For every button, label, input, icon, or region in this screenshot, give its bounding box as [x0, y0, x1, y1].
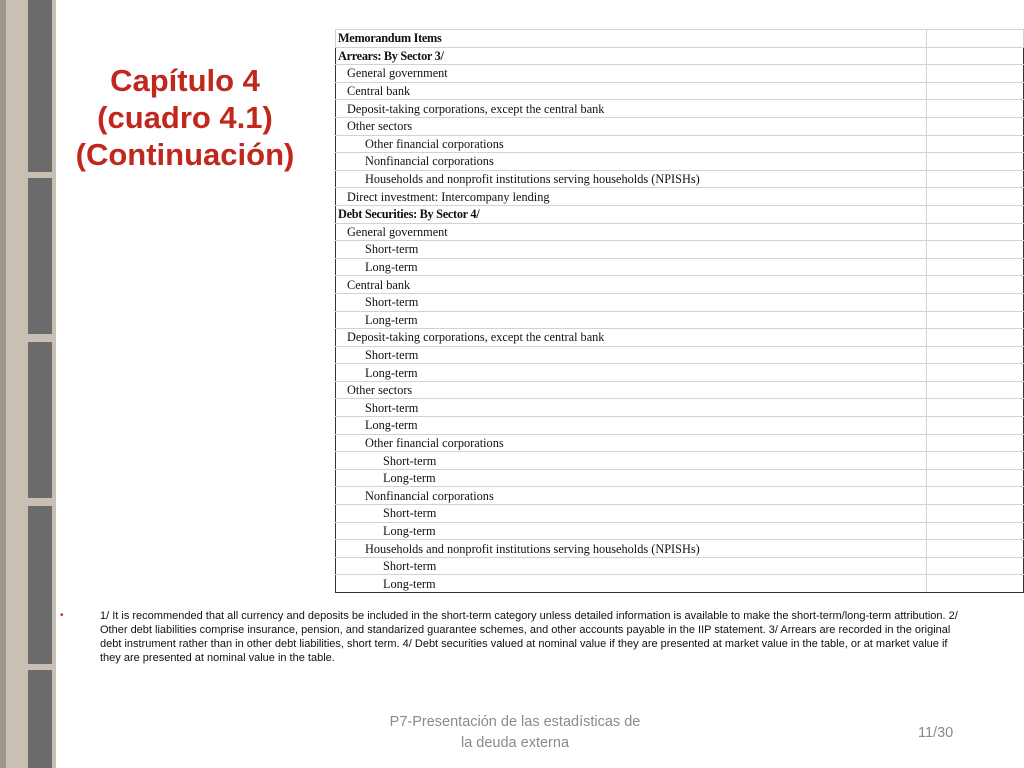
strip-segment — [28, 178, 52, 334]
row-value — [926, 258, 1023, 276]
row-value — [926, 223, 1023, 241]
table-row — [336, 82, 1024, 100]
row-value — [926, 540, 1023, 558]
row-label: Long-term — [336, 311, 927, 329]
table-row — [336, 522, 1024, 540]
title-line: (cuadro 4.1) — [97, 100, 273, 135]
memorandum-items-table — [335, 29, 1024, 593]
row-value — [926, 205, 1023, 223]
row-label: Households and nonprofit institutions serving households (NPISHs) — [336, 170, 927, 188]
slide-footer — [360, 712, 670, 754]
slide-title — [60, 62, 310, 173]
row-label: Deposit-taking corporations, except the central bank — [336, 100, 927, 118]
row-label: Long-term — [336, 417, 927, 435]
table-row — [336, 346, 1024, 364]
table-row — [336, 452, 1024, 470]
row-label: Deposit-taking corporations, except the central bank — [336, 329, 927, 347]
row-value — [926, 170, 1023, 188]
row-label: Central bank — [336, 276, 927, 294]
row-value — [926, 434, 1023, 452]
row-value — [926, 135, 1023, 153]
table-row — [336, 364, 1024, 382]
table-row — [336, 241, 1024, 259]
row-label: Short-term — [336, 346, 927, 364]
row-label: Other sectors — [336, 381, 927, 399]
row-label: Other financial corporations — [336, 434, 927, 452]
row-label: Long-term — [336, 575, 927, 593]
table-row — [336, 381, 1024, 399]
row-value — [926, 505, 1023, 523]
row-label: Debt Securities: By Sector 4/ — [336, 205, 927, 223]
row-label: Households and nonprofit institutions serving households (NPISHs) — [336, 540, 927, 558]
page-number: 11/30 — [918, 725, 954, 741]
row-value — [926, 487, 1023, 505]
row-value — [926, 153, 1023, 171]
strip-segment — [28, 0, 52, 172]
footer-line: P7-Presentación de las estadísticas de — [389, 714, 641, 730]
left-decorative-strip — [0, 0, 56, 768]
table-row — [336, 153, 1024, 171]
row-value — [926, 100, 1023, 118]
row-label: Short-term — [336, 557, 927, 575]
row-value — [926, 522, 1023, 540]
row-label: Long-term — [336, 522, 927, 540]
row-value — [926, 557, 1023, 575]
row-label: Direct investment: Intercompany lending — [336, 188, 927, 206]
table-row — [336, 170, 1024, 188]
table-body — [336, 30, 1024, 593]
row-value — [926, 293, 1023, 311]
row-value — [926, 82, 1023, 100]
row-value — [926, 47, 1023, 65]
table-row — [336, 469, 1024, 487]
row-value — [926, 30, 1023, 48]
row-label: Short-term — [336, 399, 927, 417]
row-value — [926, 399, 1023, 417]
row-label: Arrears: By Sector 3/ — [336, 47, 927, 65]
row-value — [926, 188, 1023, 206]
row-value — [926, 417, 1023, 435]
table-row — [336, 293, 1024, 311]
table-row — [336, 329, 1024, 347]
row-label: Other sectors — [336, 117, 927, 135]
row-label: Short-term — [336, 293, 927, 311]
table-row — [336, 100, 1024, 118]
row-label: Short-term — [336, 241, 927, 259]
table-row — [336, 276, 1024, 294]
bullet-icon: • — [60, 610, 64, 621]
row-label: General government — [336, 223, 927, 241]
row-label: Short-term — [336, 452, 927, 470]
table-row — [336, 47, 1024, 65]
row-value — [926, 469, 1023, 487]
row-value — [926, 381, 1023, 399]
strip-segment — [28, 342, 52, 498]
table-row — [336, 135, 1024, 153]
table-row — [336, 117, 1024, 135]
title-line: Capítulo 4 — [110, 63, 260, 98]
row-value — [926, 329, 1023, 347]
row-label: Long-term — [336, 469, 927, 487]
table-row — [336, 188, 1024, 206]
row-value — [926, 117, 1023, 135]
table-row — [336, 540, 1024, 558]
strip-segment — [28, 506, 52, 664]
table-row — [336, 30, 1024, 48]
row-label: Long-term — [336, 258, 927, 276]
row-label: Nonfinancial corporations — [336, 153, 927, 171]
row-label: Long-term — [336, 364, 927, 382]
row-label: General government — [336, 65, 927, 83]
table-row — [336, 434, 1024, 452]
row-label: Short-term — [336, 505, 927, 523]
footnote-text: 1/ It is recommended that all currency and deposits be included in the short-term category unless detailed information is available to make the short-term/long-term attribution. 2/ Other debt liabilities comprise insurance, pension, and standarized guarantee schemes, and other accounts payable in the IIP statement. 3/ Arrears are recorded in the original debt instrument rather than in other debt liabilities, short term. 4/ Debt securities valued at nominal value if they are presented at market value in the table, or at market value if they are presented at nominal value in the table. — [100, 610, 958, 664]
table-row — [336, 311, 1024, 329]
row-value — [926, 364, 1023, 382]
strip-segment — [28, 670, 52, 768]
table-row — [336, 487, 1024, 505]
strip-edge — [0, 0, 6, 768]
row-value — [926, 276, 1023, 294]
table-row — [336, 557, 1024, 575]
table-row — [336, 223, 1024, 241]
row-label: Other financial corporations — [336, 135, 927, 153]
row-label: Central bank — [336, 82, 927, 100]
row-value — [926, 346, 1023, 364]
row-value — [926, 65, 1023, 83]
row-value — [926, 452, 1023, 470]
title-line: (Continuación) — [75, 137, 295, 172]
footer-line: la deuda externa — [460, 735, 570, 751]
table-row — [336, 505, 1024, 523]
row-value — [926, 575, 1023, 593]
row-label: Nonfinancial corporations — [336, 487, 927, 505]
row-value — [926, 311, 1023, 329]
row-value — [926, 241, 1023, 259]
table-row — [336, 399, 1024, 417]
table-row — [336, 575, 1024, 593]
table-row — [336, 65, 1024, 83]
table-row — [336, 205, 1024, 223]
row-label: Memorandum Items — [336, 30, 927, 48]
table-row — [336, 258, 1024, 276]
table-row — [336, 417, 1024, 435]
